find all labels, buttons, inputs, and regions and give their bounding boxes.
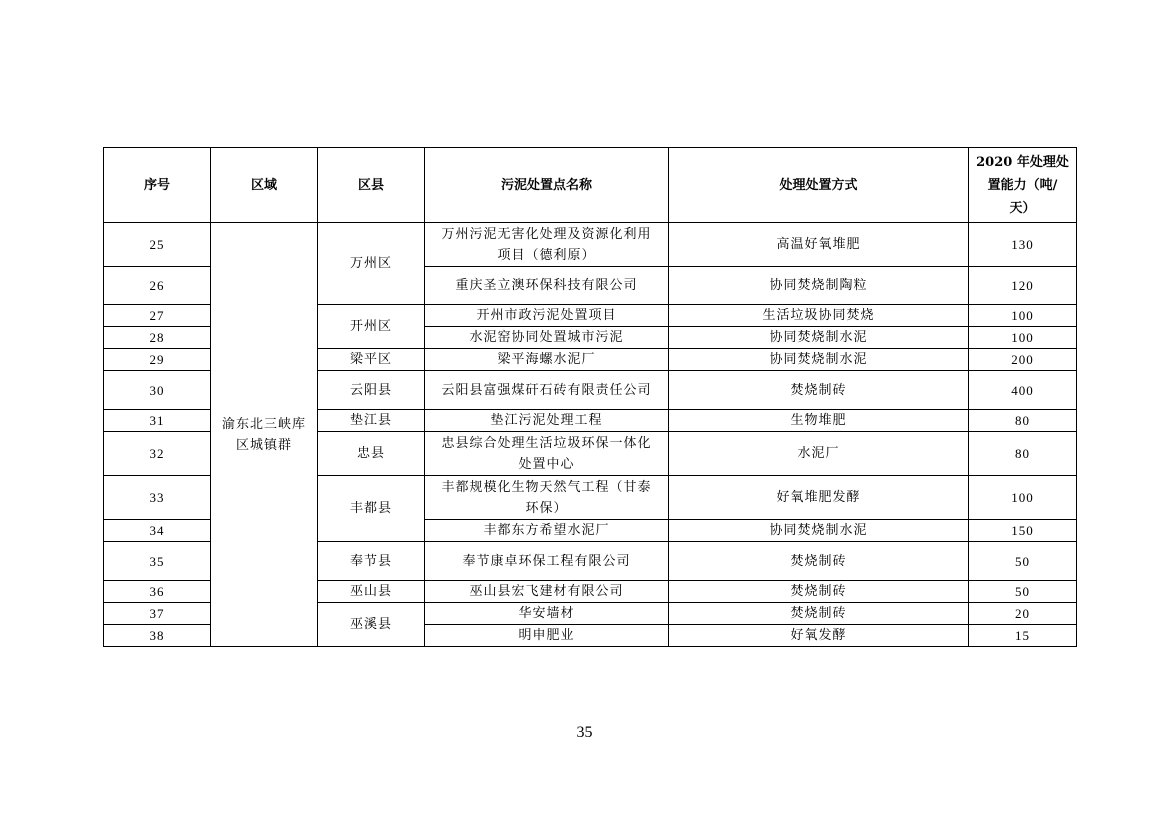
cell-capacity: 100 [969, 476, 1077, 520]
cell-method: 协同焚烧制水泥 [669, 520, 969, 542]
page-number: 35 [576, 724, 593, 741]
cell-capacity: 120 [969, 267, 1077, 305]
cell-seq: 30 [104, 371, 211, 410]
cell-site-name: 梁平海螺水泥厂 [425, 349, 669, 371]
cell-county-wushan: 巫山县 [318, 581, 425, 603]
header-seq: 序号 [104, 148, 211, 223]
cell-site-name: 明申肥业 [425, 625, 669, 647]
cell-site-name: 重庆圣立澳环保科技有限公司 [425, 267, 669, 305]
cell-capacity: 80 [969, 410, 1077, 432]
header-site-name: 污泥处置点名称 [425, 148, 669, 223]
cell-capacity: 130 [969, 223, 1077, 267]
cell-site-name: 云阳县富强煤矸石砖有限责任公司 [425, 371, 669, 410]
site-name-line2: 项目（德利原） [497, 247, 596, 263]
cell-capacity: 400 [969, 371, 1077, 410]
site-name-line2: 处置中心 [518, 456, 575, 472]
cell-county-wuxi: 巫溪县 [318, 603, 425, 647]
cell-county-kaizhou: 开州区 [318, 305, 425, 349]
header-capacity-line3: 天） [1009, 200, 1036, 216]
cell-site-name [425, 432, 669, 476]
header-capacity-line1: 2020 年处理处 [976, 154, 1069, 170]
cell-method: 焚烧制砖 [669, 603, 969, 625]
cell-method: 协同焚烧制水泥 [669, 327, 969, 349]
region-line1: 渝东北三峡库 [221, 416, 306, 432]
sludge-disposal-table [103, 147, 1077, 647]
cell-method: 水泥厂 [669, 432, 969, 476]
cell-site-name: 丰都东方希望水泥厂 [425, 520, 669, 542]
cell-method: 高温好氧堆肥 [669, 223, 969, 267]
cell-method: 协同焚烧制陶粒 [669, 267, 969, 305]
cell-method: 生活垃圾协同焚烧 [669, 305, 969, 327]
header-capacity-line2: 置能力（吨/ [987, 177, 1058, 193]
header-method: 处理处置方式 [669, 148, 969, 223]
cell-seq: 33 [104, 476, 211, 520]
cell-capacity: 100 [969, 327, 1077, 349]
header-region: 区域 [211, 148, 318, 223]
cell-seq: 31 [104, 410, 211, 432]
region-line2: 区城镇群 [235, 437, 292, 453]
cell-seq: 37 [104, 603, 211, 625]
cell-site-name: 华安墙材 [425, 603, 669, 625]
cell-capacity: 200 [969, 349, 1077, 371]
cell-method: 好氧堆肥发酵 [669, 476, 969, 520]
cell-capacity: 150 [969, 520, 1077, 542]
cell-capacity: 20 [969, 603, 1077, 625]
cell-county-dianjiang: 垫江县 [318, 410, 425, 432]
cell-region [211, 223, 318, 647]
cell-seq: 27 [104, 305, 211, 327]
cell-seq: 25 [104, 223, 211, 267]
cell-seq: 28 [104, 327, 211, 349]
cell-capacity: 15 [969, 625, 1077, 647]
cell-county-liangping: 梁平区 [318, 349, 425, 371]
table-header-row [104, 148, 1077, 223]
cell-method: 焚烧制砖 [669, 371, 969, 410]
cell-capacity: 100 [969, 305, 1077, 327]
cell-seq: 35 [104, 542, 211, 581]
cell-site-name: 垫江污泥处理工程 [425, 410, 669, 432]
cell-method: 协同焚烧制水泥 [669, 349, 969, 371]
site-name-line2: 环保） [525, 500, 568, 516]
cell-county-wanzhou: 万州区 [318, 223, 425, 305]
cell-county-fengdu: 丰都县 [318, 476, 425, 542]
cell-site-name [425, 476, 669, 520]
cell-seq: 26 [104, 267, 211, 305]
cell-method: 生物堆肥 [669, 410, 969, 432]
cell-seq: 36 [104, 581, 211, 603]
cell-capacity: 50 [969, 581, 1077, 603]
cell-seq: 32 [104, 432, 211, 476]
site-name-line1: 忠县综合处理生活垃圾环保一体化 [441, 435, 652, 451]
cell-site-name: 水泥窑协同处置城市污泥 [425, 327, 669, 349]
cell-site-name: 奉节康卓环保工程有限公司 [425, 542, 669, 581]
cell-county-fengjie: 奉节县 [318, 542, 425, 581]
cell-capacity: 80 [969, 432, 1077, 476]
cell-method: 焚烧制砖 [669, 581, 969, 603]
cell-method: 好氧发酵 [669, 625, 969, 647]
cell-site-name: 开州市政污泥处置项目 [425, 305, 669, 327]
cell-county-zhongxian: 忠县 [318, 432, 425, 476]
cell-site-name: 巫山县宏飞建材有限公司 [425, 581, 669, 603]
cell-seq: 34 [104, 520, 211, 542]
cell-capacity: 50 [969, 542, 1077, 581]
header-capacity [969, 148, 1077, 223]
header-county: 区县 [318, 148, 425, 223]
site-name-line1: 万州污泥无害化处理及资源化利用 [441, 226, 652, 242]
cell-county-yunyang: 云阳县 [318, 371, 425, 410]
site-name-line1: 丰都规模化生物天然气工程（甘泰 [441, 479, 652, 495]
cell-method: 焚烧制砖 [669, 542, 969, 581]
cell-seq: 38 [104, 625, 211, 647]
table-row [104, 223, 1077, 267]
cell-site-name [425, 223, 669, 267]
cell-seq: 29 [104, 349, 211, 371]
